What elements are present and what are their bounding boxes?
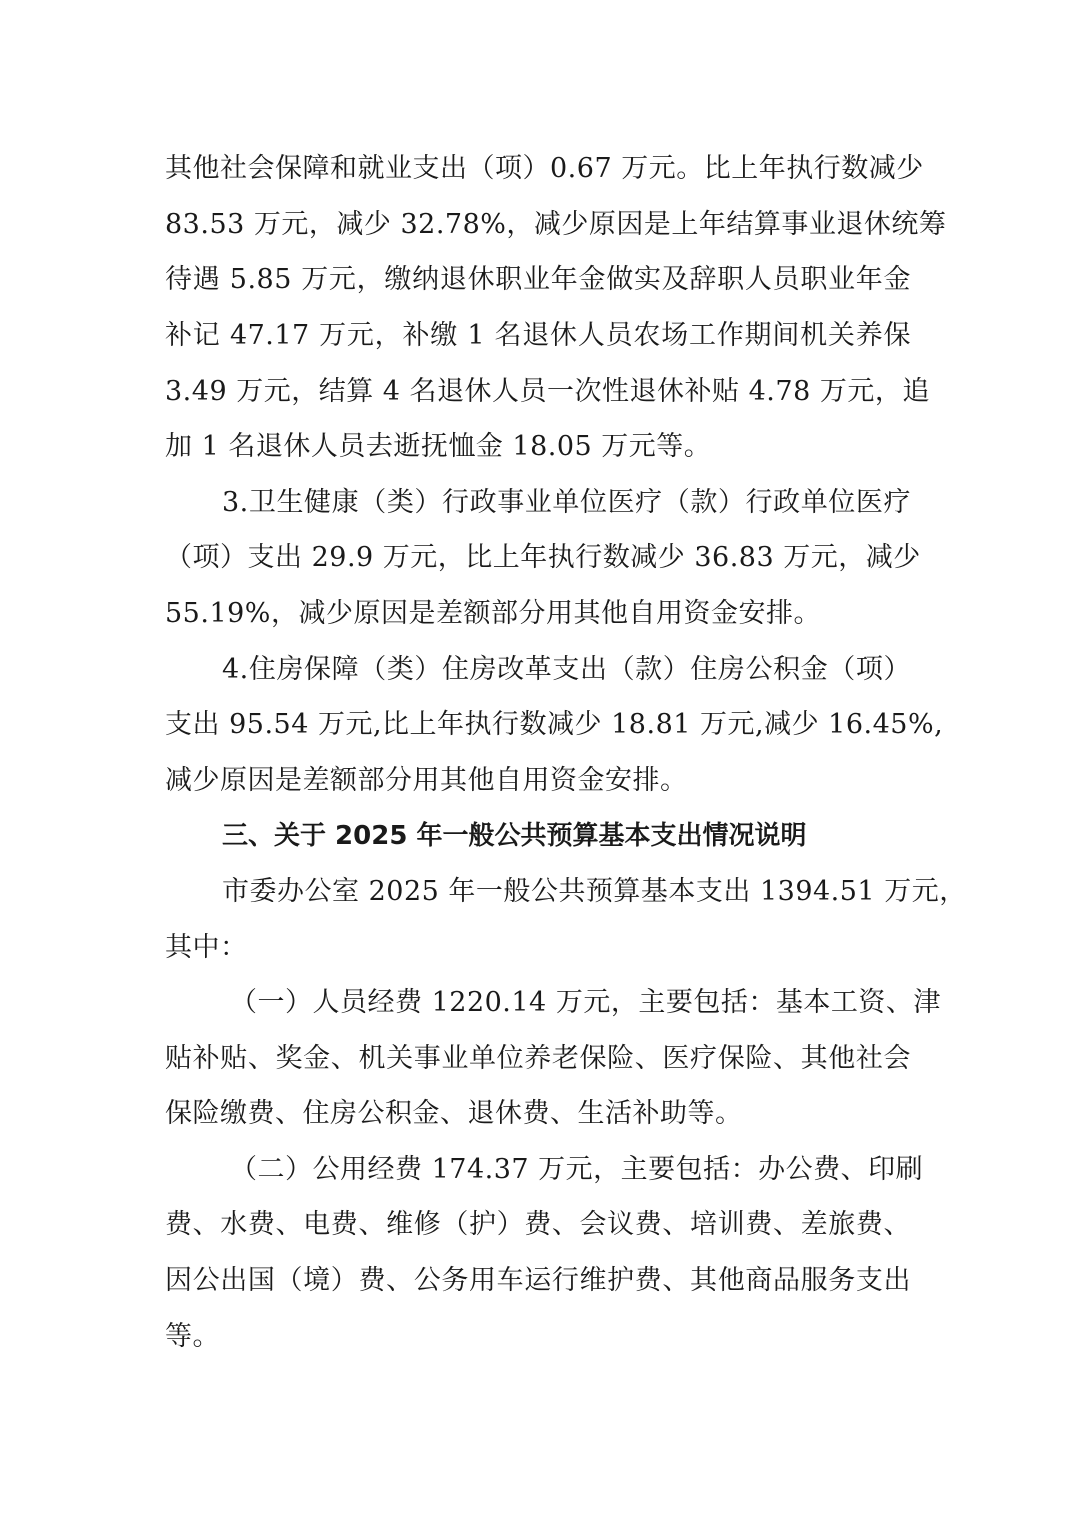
text-line: 因公出国（境）费、公务用车运行维护费、其他商品服务支出 [165,1265,911,1296]
text-line: 83.53 万元，减少 32.78%，减少原因是上年结算事业退休统筹 [165,209,947,240]
text-line: 保险缴费、住房公积金、退休费、生活补助等。 [165,1098,743,1129]
text-line: 等。 [165,1321,220,1352]
text-line: （一）人员经费 1220.14 万元，主要包括：基本工资、津 [230,987,941,1018]
text-line: 市委办公室 2025 年一般公共预算基本支出 1394.51 万元， [222,876,967,907]
text-line: 减少原因是差额部分用其他自用资金安排。 [165,765,688,796]
text-line: 支出 95.54 万元,比上年执行数减少 18.81 万元,减少 16.45%, [165,709,944,740]
section-heading: 三、关于 2025 年一般公共预算基本支出情况说明 [222,821,807,851]
text-line: 加 1 名退休人员去逝抚恤金 18.05 万元等。 [165,431,712,462]
text-line: 待遇 5.85 万元，缴纳退休职业年金做实及辞职人员职业年金 [165,264,911,295]
text-line: 贴补贴、奖金、机关事业单位养老保险、医疗保险、其他社会 [165,1043,911,1074]
text-line: 55.19%，减少原因是差额部分用其他自用资金安排。 [165,598,821,629]
text-line: 补记 47.17 万元，补缴 1 名退休人员农场工作期间机关养保 [165,320,911,351]
text-line: （二）公用经费 174.37 万元，主要包括：办公费、印刷 [230,1154,924,1185]
text-line: 3.49 万元，结算 4 名退休人员一次性退休补贴 4.78 万元，追 [165,376,930,407]
text-line: （项）支出 29.9 万元，比上年执行数减少 36.83 万元，减少 [165,542,921,573]
text-line: 其中： [165,932,248,963]
text-line: 其他社会保障和就业支出（项）0.67 万元。比上年执行数减少 [165,153,924,184]
text-line: 3.卫生健康（类）行政事业单位医疗（款）行政单位医疗 [222,487,911,518]
text-line: 4.住房保障（类）住房改革支出（款）住房公积金（项） [222,654,911,685]
text-line: 费、水费、电费、维修（护）费、会议费、培训费、差旅费、 [165,1209,911,1240]
